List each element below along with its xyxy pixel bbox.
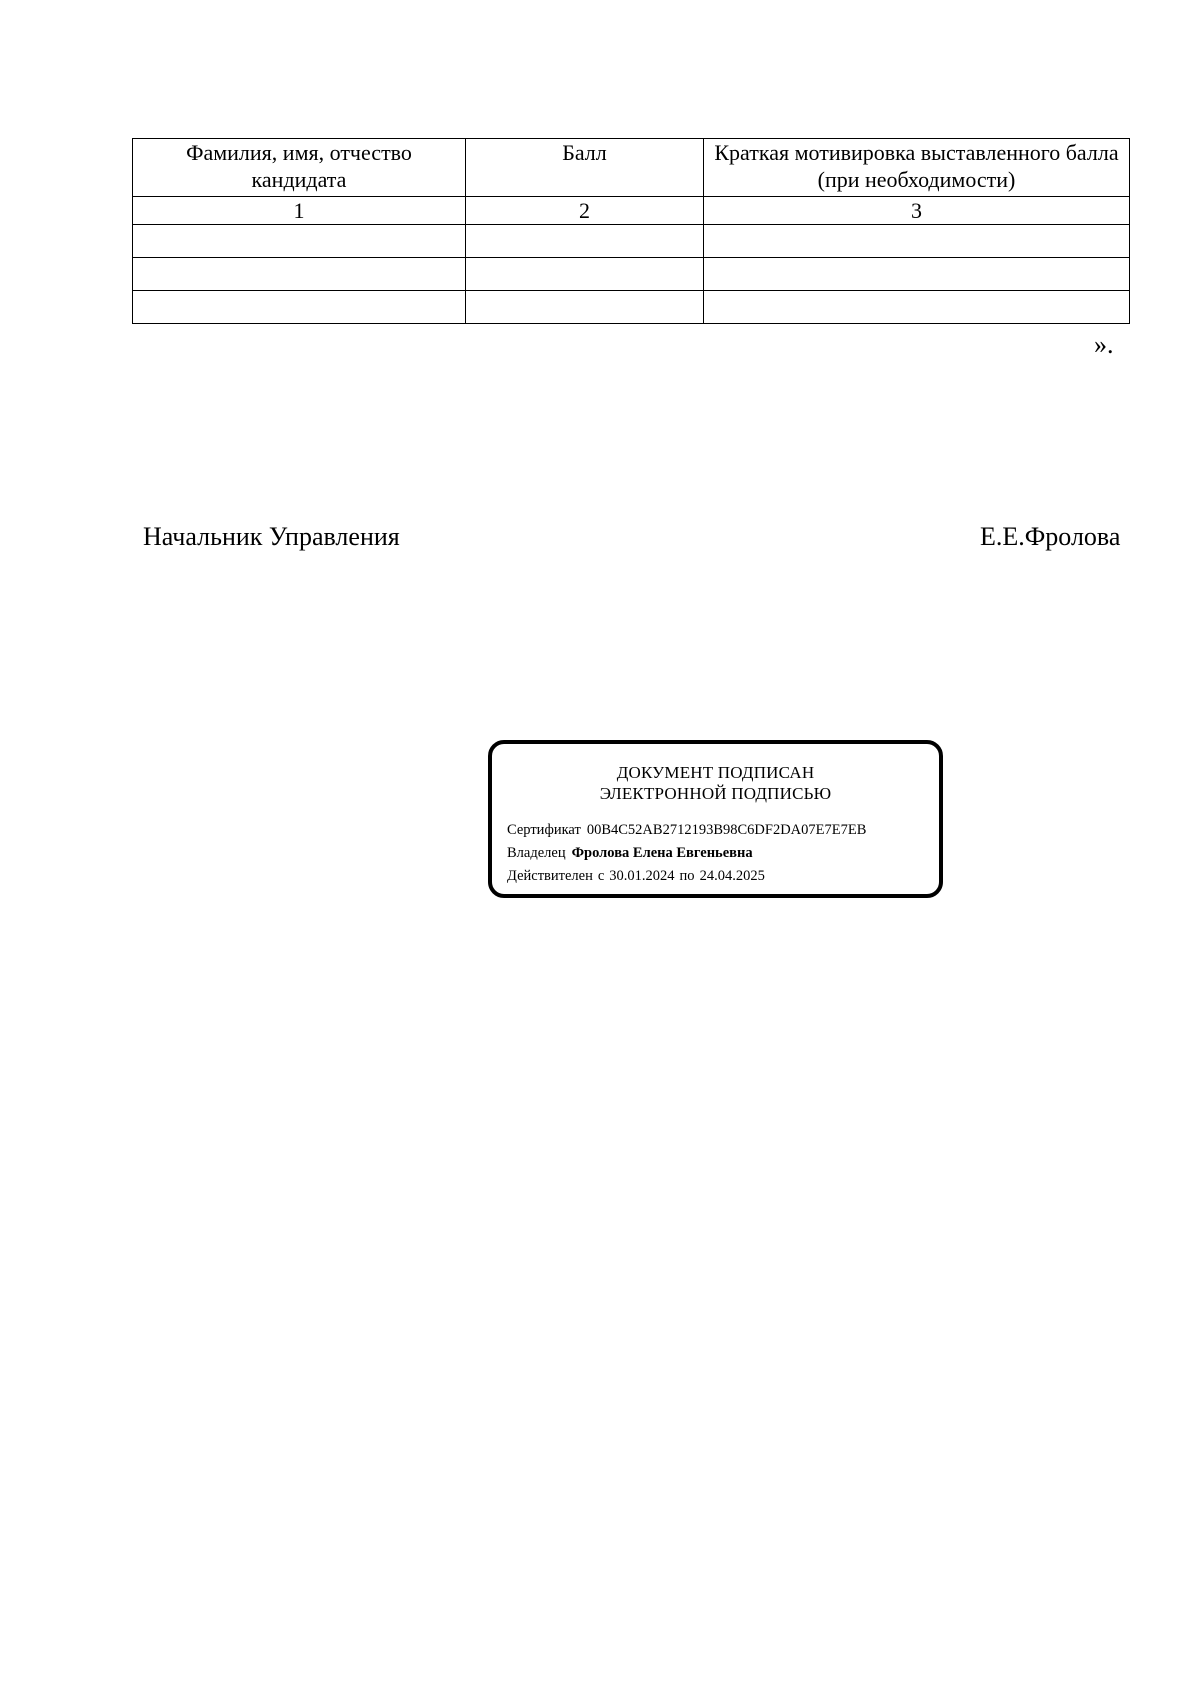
column-number-3: 3 xyxy=(704,197,1130,225)
electronic-signature-stamp xyxy=(488,740,943,898)
table-cell xyxy=(133,291,466,324)
table-cell xyxy=(704,258,1130,291)
stamp-title xyxy=(492,762,939,804)
valid-to-label: по xyxy=(679,868,695,884)
header-score: Балл xyxy=(466,139,704,197)
table-header-row xyxy=(133,139,1130,197)
table-row xyxy=(133,258,1130,291)
certificate-value: 00B4C52AB2712193B98C6DF2DA07E7E7EB xyxy=(586,822,867,838)
valid-label: Действителен xyxy=(507,868,593,884)
owner-label: Владелец xyxy=(507,845,566,861)
header-candidate-name: Фамилия, имя, отчество кандидата xyxy=(133,139,466,197)
table-column-number-row xyxy=(133,197,1130,225)
table-cell xyxy=(133,225,466,258)
certificate-label: Сертификат xyxy=(507,822,581,838)
column-number-1: 1 xyxy=(133,197,466,225)
stamp-title-line-2: ЭЛЕКТРОННОЙ ПОДПИСЬЮ xyxy=(599,784,832,803)
table-cell xyxy=(466,225,704,258)
table-row xyxy=(133,291,1130,324)
stamp-certificate-line xyxy=(507,822,866,839)
owner-value: Фролова Елена Евгеньевна xyxy=(571,845,753,861)
column-number-2: 2 xyxy=(466,197,704,225)
valid-from-label: с xyxy=(597,868,605,884)
signatory-name: Е.Е.Фролова xyxy=(980,522,1121,551)
valid-from-date: 30.01.2024 xyxy=(609,868,675,884)
closing-quote-mark: ». xyxy=(1094,330,1114,359)
stamp-owner-line xyxy=(507,845,753,862)
table-cell xyxy=(704,225,1130,258)
table-cell xyxy=(704,291,1130,324)
table-row xyxy=(133,225,1130,258)
header-motivation: Краткая мотивировка выставленного балла (при необходимости) xyxy=(704,139,1130,197)
table-cell xyxy=(133,258,466,291)
signatory-position: Начальник Управления xyxy=(143,522,400,551)
valid-to-date: 24.04.2025 xyxy=(699,868,765,884)
candidate-score-table xyxy=(132,138,1130,324)
stamp-validity-line xyxy=(507,868,765,885)
stamp-title-line-1: ДОКУМЕНТ ПОДПИСАН xyxy=(616,763,815,782)
table-cell xyxy=(466,291,704,324)
table-cell xyxy=(466,258,704,291)
